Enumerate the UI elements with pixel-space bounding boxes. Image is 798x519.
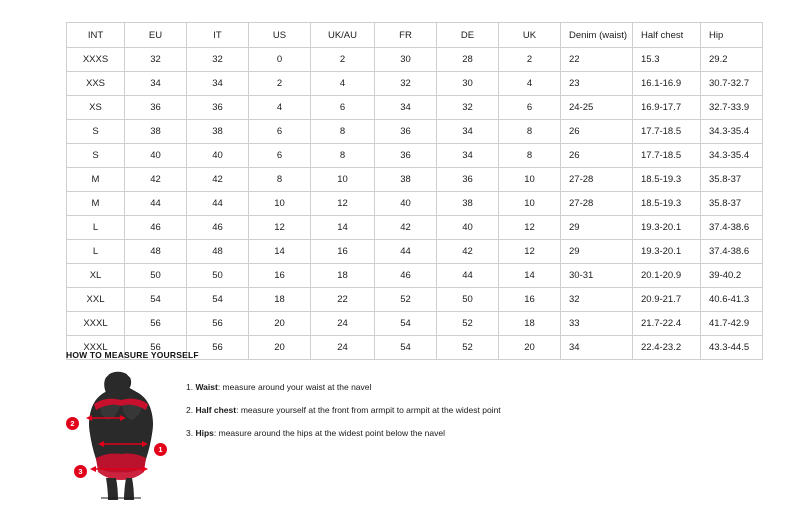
cell-us: 16: [249, 264, 311, 288]
cell-int: XXXL: [67, 336, 125, 360]
cell-int: M: [67, 192, 125, 216]
cell-denim-waist: 26: [561, 144, 633, 168]
table-row: [67, 96, 763, 120]
cell-denim-waist: 26: [561, 120, 633, 144]
instruction-term: Waist: [195, 382, 218, 392]
instruction-text: : measure around your waist at the navel: [217, 382, 372, 392]
cell-ukau: 16: [311, 240, 375, 264]
cell-ukau: 4: [311, 72, 375, 96]
cell-de: 32: [437, 96, 499, 120]
cell-half-chest: 17.7-18.5: [633, 144, 701, 168]
cell-de: 50: [437, 288, 499, 312]
cell-de: 28: [437, 48, 499, 72]
cell-it: 56: [187, 312, 249, 336]
cell-hip: 41.7-42.9: [701, 312, 763, 336]
cell-ukau: 22: [311, 288, 375, 312]
cell-half-chest: 18.5-19.3: [633, 168, 701, 192]
cell-fr: 36: [375, 144, 437, 168]
cell-hip: 30.7-32.7: [701, 72, 763, 96]
cell-it: 56: [187, 336, 249, 360]
measure-bullet-2: 2: [66, 417, 79, 430]
table-row: [67, 240, 763, 264]
measure-bullet-1: 1: [154, 443, 167, 456]
cell-us: 4: [249, 96, 311, 120]
cell-eu: 34: [125, 72, 187, 96]
cell-eu: 56: [125, 336, 187, 360]
cell-denim-waist: 32: [561, 288, 633, 312]
cell-half-chest: 20.9-21.7: [633, 288, 701, 312]
cell-half-chest: 20.1-20.9: [633, 264, 701, 288]
size-conversion-table: [66, 22, 763, 360]
cell-us: 0: [249, 48, 311, 72]
cell-uk: 18: [499, 312, 561, 336]
cell-uk: 8: [499, 144, 561, 168]
table-row: [67, 264, 763, 288]
cell-eu: 38: [125, 120, 187, 144]
cell-us: 10: [249, 192, 311, 216]
cell-us: 8: [249, 168, 311, 192]
how-to-measure-section: [66, 350, 746, 500]
cell-eu: 50: [125, 264, 187, 288]
cell-half-chest: 19.3-20.1: [633, 240, 701, 264]
cell-uk: 12: [499, 216, 561, 240]
column-header: EU: [125, 23, 187, 48]
table-row: [67, 216, 763, 240]
table-row: [67, 168, 763, 192]
column-header: FR: [375, 23, 437, 48]
cell-it: 48: [187, 240, 249, 264]
cell-ukau: 2: [311, 48, 375, 72]
instruction-number: 3.: [186, 428, 194, 439]
cell-us: 14: [249, 240, 311, 264]
how-to-measure-title: HOW TO MEASURE YOURSELF: [66, 350, 199, 360]
cell-fr: 54: [375, 312, 437, 336]
table-row: [67, 192, 763, 216]
cell-de: 36: [437, 168, 499, 192]
cell-int: L: [67, 240, 125, 264]
cell-half-chest: 15.3: [633, 48, 701, 72]
cell-fr: 32: [375, 72, 437, 96]
cell-ukau: 8: [311, 144, 375, 168]
cell-fr: 34: [375, 96, 437, 120]
cell-eu: 42: [125, 168, 187, 192]
cell-denim-waist: 33: [561, 312, 633, 336]
cell-hip: 43.3-44.5: [701, 336, 763, 360]
cell-uk: 4: [499, 72, 561, 96]
cell-us: 18: [249, 288, 311, 312]
table-row: [67, 72, 763, 96]
cell-eu: 36: [125, 96, 187, 120]
cell-de: 44: [437, 264, 499, 288]
cell-eu: 48: [125, 240, 187, 264]
cell-half-chest: 16.1-16.9: [633, 72, 701, 96]
cell-us: 2: [249, 72, 311, 96]
cell-us: 20: [249, 312, 311, 336]
cell-denim-waist: 27-28: [561, 168, 633, 192]
size-table-container: [66, 22, 750, 360]
cell-fr: 38: [375, 168, 437, 192]
cell-int: XXXL: [67, 312, 125, 336]
cell-it: 40: [187, 144, 249, 168]
cell-ukau: 24: [311, 336, 375, 360]
cell-uk: 12: [499, 240, 561, 264]
cell-denim-waist: 29: [561, 240, 633, 264]
cell-fr: 36: [375, 120, 437, 144]
cell-eu: 40: [125, 144, 187, 168]
cell-int: M: [67, 168, 125, 192]
cell-ukau: 14: [311, 216, 375, 240]
cell-fr: 40: [375, 192, 437, 216]
cell-de: 38: [437, 192, 499, 216]
measurement-figure: [66, 370, 176, 500]
cell-hip: 35.8-37: [701, 168, 763, 192]
cell-hip: 34.3-35.4: [701, 120, 763, 144]
table-row: [67, 144, 763, 168]
table-row: [67, 120, 763, 144]
cell-us: 6: [249, 144, 311, 168]
cell-it: 32: [187, 48, 249, 72]
cell-hip: 37.4-38.6: [701, 216, 763, 240]
cell-denim-waist: 34: [561, 336, 633, 360]
cell-de: 52: [437, 336, 499, 360]
cell-eu: 54: [125, 288, 187, 312]
cell-it: 46: [187, 216, 249, 240]
cell-ukau: 18: [311, 264, 375, 288]
cell-int: XXS: [67, 72, 125, 96]
cell-half-chest: 22.4-23.2: [633, 336, 701, 360]
column-header: Denim (waist): [561, 23, 633, 48]
cell-half-chest: 17.7-18.5: [633, 120, 701, 144]
cell-denim-waist: 23: [561, 72, 633, 96]
instruction-text: : measure around the hips at the widest point below the navel: [213, 428, 445, 439]
cell-it: 38: [187, 120, 249, 144]
cell-eu: 46: [125, 216, 187, 240]
table-header-row: [67, 23, 763, 48]
cell-int: XL: [67, 264, 125, 288]
cell-de: 30: [437, 72, 499, 96]
cell-uk: 10: [499, 168, 561, 192]
cell-de: 34: [437, 144, 499, 168]
measure-bullet-3: 3: [74, 465, 87, 478]
how-to-measure-body: [66, 370, 746, 500]
measure-instruction-hips: [186, 428, 501, 438]
cell-fr: 52: [375, 288, 437, 312]
cell-int: S: [67, 120, 125, 144]
cell-it: 54: [187, 288, 249, 312]
column-header: Half chest: [633, 23, 701, 48]
cell-fr: 42: [375, 216, 437, 240]
measure-instructions-list: [186, 370, 501, 452]
cell-ukau: 10: [311, 168, 375, 192]
cell-denim-waist: 27-28: [561, 192, 633, 216]
cell-fr: 46: [375, 264, 437, 288]
cell-int: XS: [67, 96, 125, 120]
column-header: Hip: [701, 23, 763, 48]
cell-int: XXL: [67, 288, 125, 312]
cell-de: 34: [437, 120, 499, 144]
cell-uk: 20: [499, 336, 561, 360]
cell-ukau: 12: [311, 192, 375, 216]
measure-instruction-half-chest: [186, 405, 501, 415]
instruction-number: 2.: [186, 405, 194, 416]
cell-fr: 54: [375, 336, 437, 360]
cell-uk: 8: [499, 120, 561, 144]
cell-ukau: 8: [311, 120, 375, 144]
cell-int: L: [67, 216, 125, 240]
cell-int: S: [67, 144, 125, 168]
table-row: [67, 312, 763, 336]
instruction-term: Half chest: [195, 405, 237, 416]
instruction-text: : measure yourself at the front from armpit to armpit at the widest point: [236, 405, 501, 416]
cell-denim-waist: 22: [561, 48, 633, 72]
instruction-term: Hips: [195, 428, 214, 439]
cell-uk: 2: [499, 48, 561, 72]
cell-denim-waist: 29: [561, 216, 633, 240]
cell-int: XXXS: [67, 48, 125, 72]
cell-us: 20: [249, 336, 311, 360]
cell-de: 52: [437, 312, 499, 336]
cell-hip: 40.6-41.3: [701, 288, 763, 312]
column-header: UK: [499, 23, 561, 48]
cell-ukau: 6: [311, 96, 375, 120]
cell-us: 6: [249, 120, 311, 144]
cell-it: 50: [187, 264, 249, 288]
cell-uk: 16: [499, 288, 561, 312]
column-header: INT: [67, 23, 125, 48]
cell-denim-waist: 24-25: [561, 96, 633, 120]
cell-eu: 32: [125, 48, 187, 72]
cell-hip: 39-40.2: [701, 264, 763, 288]
cell-eu: 56: [125, 312, 187, 336]
cell-uk: 6: [499, 96, 561, 120]
cell-uk: 10: [499, 192, 561, 216]
cell-denim-waist: 30-31: [561, 264, 633, 288]
cell-eu: 44: [125, 192, 187, 216]
cell-hip: 32.7-33.9: [701, 96, 763, 120]
cell-half-chest: 21.7-22.4: [633, 312, 701, 336]
cell-half-chest: 19.3-20.1: [633, 216, 701, 240]
cell-uk: 14: [499, 264, 561, 288]
cell-it: 44: [187, 192, 249, 216]
cell-us: 12: [249, 216, 311, 240]
cell-half-chest: 16.9-17.7: [633, 96, 701, 120]
cell-de: 40: [437, 216, 499, 240]
column-header: DE: [437, 23, 499, 48]
table-row: [67, 48, 763, 72]
cell-fr: 44: [375, 240, 437, 264]
instruction-number: 1.: [186, 382, 194, 392]
cell-it: 42: [187, 168, 249, 192]
cell-hip: 37.4-38.6: [701, 240, 763, 264]
column-header: US: [249, 23, 311, 48]
table-row: [67, 288, 763, 312]
cell-hip: 29.2: [701, 48, 763, 72]
cell-half-chest: 18.5-19.3: [633, 192, 701, 216]
cell-it: 34: [187, 72, 249, 96]
cell-de: 42: [437, 240, 499, 264]
measure-instruction-waist: [186, 382, 501, 392]
mannequin-illustration: [66, 370, 176, 500]
column-header: UK/AU: [311, 23, 375, 48]
cell-hip: 35.8-37: [701, 192, 763, 216]
column-header: IT: [187, 23, 249, 48]
cell-hip: 34.3-35.4: [701, 144, 763, 168]
cell-ukau: 24: [311, 312, 375, 336]
cell-fr: 30: [375, 48, 437, 72]
cell-it: 36: [187, 96, 249, 120]
